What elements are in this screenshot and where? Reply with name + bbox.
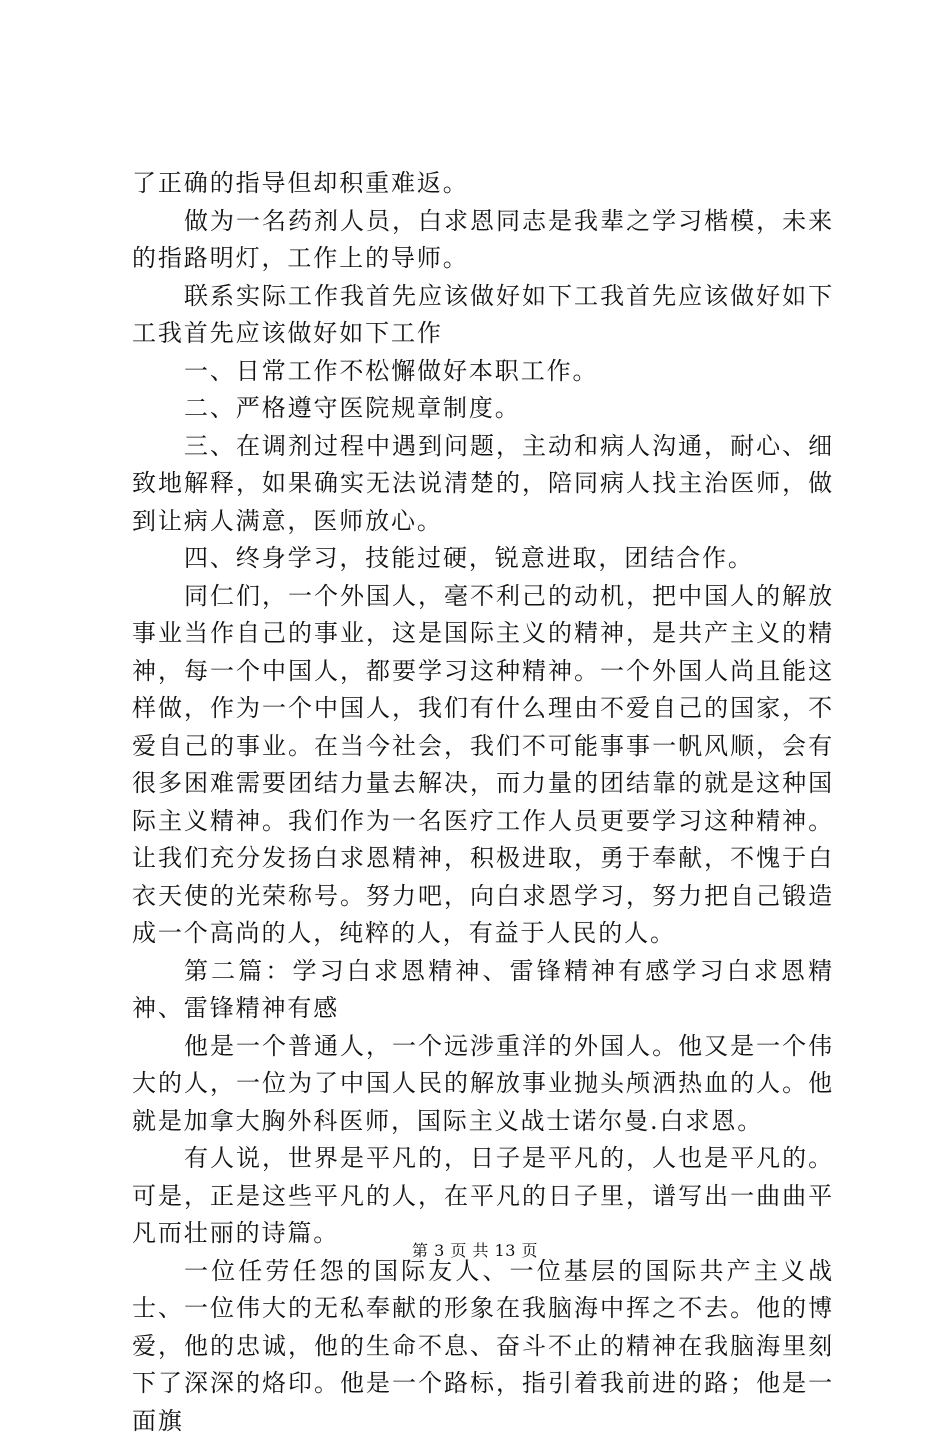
list-item: 四、终身学习，技能过硬，锐意进取，团结合作。	[132, 540, 834, 578]
paragraph: 他是一个普通人，一个远涉重洋的外国人。他又是一个伟大的人，一位为了中国人民的解放事业抛头颅洒热血的人。他就是加拿大胸外科医师，国际主义战士诺尔曼.白求恩。	[132, 1028, 834, 1141]
paragraph-continuation: 了正确的指导但却积重难返。	[132, 165, 834, 203]
page-number-footer: 第 3 页 共 13 页	[0, 1241, 950, 1261]
list-item: 三、在调剂过程中遇到问题，主动和病人沟通，耐心、细致地解释，如果确实无法说清楚的，陪同病人找主治医师，做到让病人满意，医师放心。	[132, 428, 834, 541]
paragraph: 有人说，世界是平凡的，日子是平凡的，人也是平凡的。可是，正是这些平凡的人，在平凡的日子里，谱写出一曲曲平凡而壮丽的诗篇。	[132, 1140, 834, 1253]
paragraph: 联系实际工作我首先应该做好如下工我首先应该做好如下工我首先应该做好如下工作	[132, 278, 834, 353]
list-item: 二、严格遵守医院规章制度。	[132, 390, 834, 428]
section-heading: 第二篇：学习白求恩精神、雷锋精神有感学习白求恩精神、雷锋精神有感	[132, 953, 834, 1028]
paragraph: 同仁们，一个外国人，毫不利己的动机，把中国人的解放事业当作自己的事业，这是国际主义的精神，是共产主义的精神，每一个中国人，都要学习这种精神。一个外国人尚且能这样做，作为一个中国人，我们有什么理由不爱自己的国家，不爱自己的事业。在当今社会，我们不可能事事一帆风顺，会有很多困难需要团结力量去解决，而力量的团结靠的就是这种国际主义精神。我们作为一名医疗工作人员更要学习这种精神。让我们充分发扬白求恩精神，积极进取，勇于奉献，不愧于白衣天使的光荣称号。努力吧，向白求恩学习，努力把自己锻造成一个高尚的人，纯粹的人，有益于人民的人。	[132, 578, 834, 953]
list-item: 一、日常工作不松懈做好本职工作。	[132, 353, 834, 391]
paragraph: 一位任劳任怨的国际友人、一位基层的国际共产主义战士、一位伟大的无私奉献的形象在我脑海中挥之不去。他的博爱，他的忠诚，他的生命不息、奋斗不止的精神在我脑海里刻下了深深的烙印。他是一个路标，指引着我前进的路；他是一面旗	[132, 1253, 834, 1440]
paragraph: 做为一名药剂人员，白求恩同志是我辈之学习楷模，未来的指路明灯，工作上的导师。	[132, 203, 834, 278]
